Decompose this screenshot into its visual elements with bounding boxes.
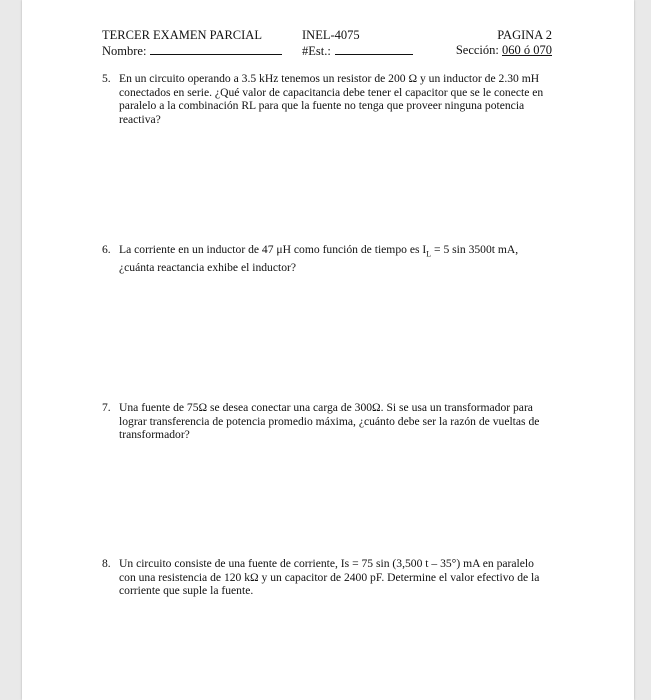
question-5	[102, 72, 552, 126]
exam-page	[22, 0, 634, 700]
name-blank-line	[150, 43, 282, 55]
section-label: Sección:	[455, 43, 499, 57]
question-text	[119, 243, 552, 275]
exam-header	[102, 28, 572, 58]
question-number: 5.	[102, 72, 111, 85]
section-field	[456, 43, 552, 58]
page-label: PAGINA 2	[497, 28, 552, 42]
question-number: 6.	[102, 243, 111, 256]
current-subscript: L	[426, 249, 432, 259]
name-label: Nombre:	[102, 44, 147, 58]
student-id-field	[302, 43, 413, 59]
question-6	[102, 243, 552, 275]
student-id-label: #Est.:	[302, 44, 331, 58]
name-field	[102, 43, 282, 59]
section-value: 060 ó 070	[502, 43, 552, 57]
question-text: En un circuito operando a 3.5 kHz tenemos un resistor de 200 Ω y un inductor de 2.30 mH conectados en serie. ¿Qué valor de capacitancia debe tener el capacitor que se le conecte en paralelo a la combinación RL para que la fuente no tenga que proveer ninguna potencia reactiva?	[119, 72, 544, 126]
question-text-part-2: = 5 sin 3500t mA, ¿cuánta reactancia exhibe el inductor?	[119, 243, 519, 274]
question-text-part-1: La corriente en un inductor de 47 μH como función de tiempo es I	[119, 243, 427, 256]
question-text: Un circuito consiste de una fuente de corriente, Is = 75 sin (3,500 t – 35°) mA en paralelo con una resistencia de 120 kΩ y un capacitor de 2400 pF. Determine el valor efectivo de la corriente que suple la fuente.	[119, 557, 540, 598]
question-7	[102, 401, 552, 442]
student-id-blank-line	[335, 43, 413, 55]
course-code: INEL-4075	[302, 28, 360, 42]
header-row-2	[102, 43, 572, 58]
question-8	[102, 557, 552, 598]
header-row-1	[102, 28, 572, 43]
question-number: 8.	[102, 557, 111, 570]
exam-title: TERCER EXAMEN PARCIAL	[102, 28, 262, 42]
question-number: 7.	[102, 401, 111, 414]
question-text: Una fuente de 75Ω se desea conectar una carga de 300Ω. Si se usa un transformador para lograr transferencia de potencia promedio máxima, ¿cuánto debe ser la razón de vueltas de transformador?	[119, 401, 540, 442]
